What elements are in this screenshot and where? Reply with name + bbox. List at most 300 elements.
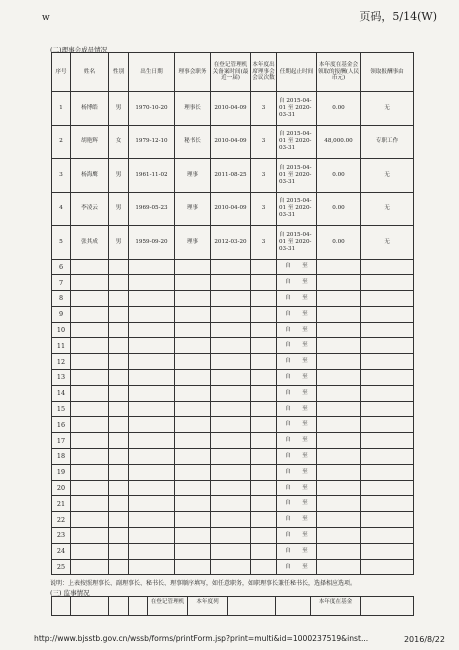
cell-empty — [361, 385, 414, 401]
cell-empty — [211, 338, 251, 354]
cell-empty — [175, 401, 211, 417]
cell-seq: 15 — [52, 401, 71, 417]
cell-gender: 男 — [109, 226, 129, 260]
cell-seq: 8 — [52, 291, 71, 307]
cell-empty — [175, 464, 211, 480]
table-row — [52, 449, 414, 465]
cell-salary: 0.00 — [317, 159, 361, 193]
cell-term: 自 至 — [277, 417, 317, 433]
cell-empty — [71, 433, 109, 449]
term-line: 自 2015-04- — [279, 231, 312, 238]
cell-empty — [251, 259, 277, 275]
cell-empty — [175, 512, 211, 528]
cell-empty — [129, 496, 175, 512]
cell-empty — [175, 528, 211, 544]
cell-term — [277, 125, 317, 159]
cell-reason: 专职工作 — [361, 125, 414, 159]
cell-empty — [211, 480, 251, 496]
cell-empty — [361, 528, 414, 544]
cell-position: 理事长 — [175, 92, 211, 126]
cell-empty — [361, 512, 414, 528]
table-row — [52, 512, 414, 528]
cell-term: 自 至 — [277, 354, 317, 370]
cell-empty — [109, 322, 129, 338]
cell-seq: 23 — [52, 528, 71, 544]
cell-term — [277, 226, 317, 260]
cell-empty — [317, 528, 361, 544]
cell-empty — [175, 275, 211, 291]
cell-seq: 21 — [52, 496, 71, 512]
cell-empty — [71, 338, 109, 354]
term-line: 03-31 — [279, 212, 296, 219]
table-row — [52, 401, 414, 417]
table-row — [52, 496, 414, 512]
cell-empty — [129, 543, 175, 559]
cell-position: 秘书长 — [175, 125, 211, 159]
term-line: 03-31 — [279, 145, 296, 152]
cell-empty — [129, 401, 175, 417]
col-header-gender: 性别 — [109, 53, 129, 92]
cell-empty — [251, 417, 277, 433]
cell-empty — [129, 306, 175, 322]
cell-empty — [109, 417, 129, 433]
term-line: 03-31 — [279, 245, 296, 252]
cell-seq: 17 — [52, 433, 71, 449]
table-row — [52, 385, 414, 401]
cell-term: 自 至 — [277, 559, 317, 575]
cell-birth: 1970-10-20 — [129, 92, 175, 126]
cell-position: 理事 — [175, 226, 211, 260]
cell-empty — [317, 480, 361, 496]
cell-empty — [251, 354, 277, 370]
cell-empty — [109, 543, 129, 559]
cell-seq: 12 — [52, 354, 71, 370]
cell-empty — [175, 433, 211, 449]
term-line: 03-31 — [279, 111, 296, 118]
cell-empty — [251, 496, 277, 512]
cell-empty — [129, 449, 175, 465]
cell-empty — [361, 370, 414, 386]
cell-term: 自 至 — [277, 322, 317, 338]
cell-empty — [361, 354, 414, 370]
cell-empty — [251, 512, 277, 528]
cell-empty — [251, 480, 277, 496]
cell-empty — [361, 464, 414, 480]
cell-seq: 2 — [52, 125, 71, 159]
cell-empty — [361, 322, 414, 338]
cell-empty — [71, 401, 109, 417]
cell-empty — [317, 322, 361, 338]
cell-empty — [317, 559, 361, 575]
table-row — [52, 306, 414, 322]
supervisors-header-row — [52, 597, 414, 616]
cell-position: 理事 — [175, 192, 211, 226]
page-number: 页码，5/14(W) — [359, 10, 437, 23]
cell-empty — [109, 496, 129, 512]
cell-empty — [175, 559, 211, 575]
cell-empty — [211, 291, 251, 307]
cell-empty — [251, 306, 277, 322]
cell-seq: 4 — [52, 192, 71, 226]
cell-empty — [109, 559, 129, 575]
cell-term: 自 至 — [277, 291, 317, 307]
cell-empty — [175, 291, 211, 307]
col-header-seq: 序号 — [52, 53, 71, 92]
cell-empty — [211, 433, 251, 449]
col-header-filing: 在登记管理机关备案时间(最近一届) — [211, 53, 251, 92]
footer-date: 2016/8/22 — [403, 635, 445, 644]
cell-empty — [361, 417, 414, 433]
cell-empty — [361, 496, 414, 512]
cell-empty — [109, 370, 129, 386]
cell-empty — [317, 543, 361, 559]
cell-empty — [175, 259, 211, 275]
cell-birth: 1959-09-20 — [129, 226, 175, 260]
cell-term: 自 至 — [277, 401, 317, 417]
cell-filing: 2010-04-09 — [211, 192, 251, 226]
table-row — [52, 417, 414, 433]
cell-gender: 女 — [109, 125, 129, 159]
cell-empty — [211, 496, 251, 512]
cell-empty — [211, 370, 251, 386]
cell-empty — [251, 370, 277, 386]
col-header-meetings: 本年度出席理事会会议次数 — [251, 53, 277, 92]
cell-term: 自 至 — [277, 512, 317, 528]
cell-empty — [317, 464, 361, 480]
cell-empty — [361, 306, 414, 322]
cell-seq: 22 — [52, 512, 71, 528]
cell-empty — [361, 338, 414, 354]
cell-empty — [71, 449, 109, 465]
cell-term: 自 至 — [277, 433, 317, 449]
cell-seq: 14 — [52, 385, 71, 401]
section-title-board: (二)理事会成员情况 — [50, 46, 108, 54]
table-row — [52, 338, 414, 354]
table-row — [52, 480, 414, 496]
term-line: 自 2015-04- — [279, 97, 312, 104]
cell-term: 自 至 — [277, 464, 317, 480]
cell-empty — [129, 259, 175, 275]
cell-empty — [129, 480, 175, 496]
cell-empty — [361, 291, 414, 307]
cell-meetings: 3 — [251, 125, 277, 159]
cell-empty — [109, 385, 129, 401]
cell-term: 自 至 — [277, 543, 317, 559]
cell-empty — [361, 259, 414, 275]
cell-empty — [129, 370, 175, 386]
cell-empty — [251, 433, 277, 449]
cell-empty — [317, 275, 361, 291]
cell-empty — [71, 543, 109, 559]
cell-empty — [251, 338, 277, 354]
cell-empty — [251, 322, 277, 338]
cell-term: 自 至 — [277, 528, 317, 544]
cell-empty — [175, 370, 211, 386]
header-mark: w — [42, 13, 50, 23]
cell-empty — [361, 543, 414, 559]
cell-gender: 男 — [109, 159, 129, 193]
cell-empty — [175, 385, 211, 401]
cell-empty — [175, 306, 211, 322]
cell-meetings: 3 — [251, 192, 277, 226]
cell-empty — [71, 417, 109, 433]
cell-empty — [317, 433, 361, 449]
cell-empty — [211, 259, 251, 275]
cell-empty — [71, 528, 109, 544]
cell-name: 杨海鹰 — [71, 159, 109, 193]
cell-term: 自 至 — [277, 496, 317, 512]
cell-filing: 2012-03-20 — [211, 226, 251, 260]
cell-empty — [317, 354, 361, 370]
table-row — [52, 192, 414, 226]
col-header-salary: 本年度在基金会领取的报酬(人民币元) — [317, 53, 361, 92]
cell-seq: 3 — [52, 159, 71, 193]
col-header-term: 任期起止时间 — [277, 53, 317, 92]
cell-seq: 20 — [52, 480, 71, 496]
cell-gender: 男 — [109, 92, 129, 126]
cell-name: 张其成 — [71, 226, 109, 260]
cell-seq: 11 — [52, 338, 71, 354]
sup-col-salary: 本年度在基金 — [311, 597, 361, 616]
cell-empty — [317, 417, 361, 433]
cell-seq: 19 — [52, 464, 71, 480]
term-line: 01 至 2020- — [279, 138, 312, 145]
cell-empty — [71, 370, 109, 386]
cell-birth: 1961-11-02 — [129, 159, 175, 193]
cell-seq: 5 — [52, 226, 71, 260]
cell-filing: 2011-08-25 — [211, 159, 251, 193]
cell-empty — [211, 354, 251, 370]
cell-empty — [251, 401, 277, 417]
cell-meetings: 3 — [251, 92, 277, 126]
cell-reason: 无 — [361, 192, 414, 226]
cell-empty — [361, 275, 414, 291]
table-row — [52, 322, 414, 338]
table-row — [52, 543, 414, 559]
cell-empty — [71, 480, 109, 496]
cell-term: 自 至 — [277, 385, 317, 401]
table-row — [52, 92, 414, 126]
cell-empty — [129, 291, 175, 307]
cell-empty — [317, 496, 361, 512]
cell-term: 自 至 — [277, 275, 317, 291]
cell-empty — [109, 338, 129, 354]
cell-gender: 男 — [109, 192, 129, 226]
cell-empty — [211, 559, 251, 575]
table-row — [52, 275, 414, 291]
footer-url: http://www.bjsstb.gov.cn/wssb/forms/printForm.jsp?print=multi&id=1000237519&inst... — [34, 634, 369, 643]
col-header-name: 姓名 — [71, 53, 109, 92]
cell-empty — [109, 512, 129, 528]
table-row — [52, 528, 414, 544]
table-row — [52, 464, 414, 480]
cell-empty — [109, 259, 129, 275]
cell-seq: 16 — [52, 417, 71, 433]
cell-empty — [71, 259, 109, 275]
cell-empty — [109, 275, 129, 291]
sup-col-meetings: 本年度列 — [188, 597, 228, 616]
cell-term: 自 至 — [277, 480, 317, 496]
cell-empty — [71, 512, 109, 528]
cell-empty — [129, 322, 175, 338]
cell-empty — [211, 401, 251, 417]
cell-empty — [129, 385, 175, 401]
cell-name: 胡艳辉 — [71, 125, 109, 159]
table-row — [52, 125, 414, 159]
cell-empty — [317, 370, 361, 386]
cell-name: 李凌云 — [71, 192, 109, 226]
cell-empty — [361, 401, 414, 417]
cell-meetings: 3 — [251, 226, 277, 260]
cell-term: 自 至 — [277, 259, 317, 275]
cell-empty — [251, 275, 277, 291]
cell-empty — [175, 322, 211, 338]
cell-salary: 0.00 — [317, 92, 361, 126]
cell-empty — [211, 449, 251, 465]
cell-empty — [211, 543, 251, 559]
cell-empty — [71, 275, 109, 291]
cell-empty — [109, 401, 129, 417]
col-header-birth: 出生日期 — [129, 53, 175, 92]
term-line: 01 至 2020- — [279, 171, 312, 178]
cell-empty — [251, 543, 277, 559]
cell-empty — [251, 559, 277, 575]
table-row — [52, 259, 414, 275]
cell-empty — [317, 306, 361, 322]
table-header-row — [52, 53, 414, 92]
cell-seq: 7 — [52, 275, 71, 291]
cell-empty — [317, 259, 361, 275]
cell-empty — [251, 528, 277, 544]
cell-empty — [211, 306, 251, 322]
term-line: 03-31 — [279, 178, 296, 185]
cell-name: 杨博皓 — [71, 92, 109, 126]
table-row — [52, 226, 414, 260]
term-line: 自 2015-04- — [279, 131, 312, 138]
cell-seq: 10 — [52, 322, 71, 338]
table-row — [52, 370, 414, 386]
cell-empty — [251, 464, 277, 480]
cell-empty — [71, 464, 109, 480]
cell-seq: 18 — [52, 449, 71, 465]
table-row — [52, 159, 414, 193]
cell-empty — [175, 338, 211, 354]
cell-birth: 1969-05-23 — [129, 192, 175, 226]
term-line: 01 至 2020- — [279, 238, 312, 245]
cell-term: 自 至 — [277, 306, 317, 322]
cell-filing: 2010-04-09 — [211, 92, 251, 126]
cell-empty — [175, 543, 211, 559]
cell-empty — [175, 480, 211, 496]
cell-empty — [317, 385, 361, 401]
cell-empty — [211, 417, 251, 433]
cell-empty — [211, 385, 251, 401]
cell-empty — [71, 496, 109, 512]
cell-seq: 24 — [52, 543, 71, 559]
cell-filing: 2010-04-09 — [211, 125, 251, 159]
cell-empty — [109, 291, 129, 307]
cell-empty — [175, 496, 211, 512]
cell-empty — [175, 449, 211, 465]
cell-term — [277, 192, 317, 226]
table-note: 说明：上表按照理事长、副理事长、秘书长、理事顺序填写，如任意职务，如职理事长兼任秘书长，选择相应选项。 — [50, 580, 357, 587]
cell-empty — [129, 464, 175, 480]
cell-empty — [71, 306, 109, 322]
cell-seq: 6 — [52, 259, 71, 275]
cell-empty — [211, 512, 251, 528]
cell-seq: 9 — [52, 306, 71, 322]
term-line: 自 2015-04- — [279, 198, 312, 205]
cell-empty — [317, 512, 361, 528]
cell-empty — [71, 385, 109, 401]
cell-empty — [317, 291, 361, 307]
cell-salary: 0.00 — [317, 192, 361, 226]
cell-empty — [129, 338, 175, 354]
cell-empty — [71, 291, 109, 307]
cell-empty — [361, 480, 414, 496]
cell-empty — [109, 354, 129, 370]
board-members-table — [51, 52, 414, 575]
cell-seq: 1 — [52, 92, 71, 126]
cell-position: 理事 — [175, 159, 211, 193]
cell-term — [277, 92, 317, 126]
cell-empty — [109, 480, 129, 496]
cell-seq: 25 — [52, 559, 71, 575]
cell-seq: 13 — [52, 370, 71, 386]
cell-empty — [109, 433, 129, 449]
cell-empty — [361, 559, 414, 575]
cell-empty — [129, 528, 175, 544]
cell-empty — [317, 338, 361, 354]
cell-empty — [251, 449, 277, 465]
table-row — [52, 559, 414, 575]
cell-empty — [129, 417, 175, 433]
cell-empty — [175, 417, 211, 433]
cell-salary: 48,000.00 — [317, 125, 361, 159]
cell-empty — [317, 401, 361, 417]
term-line: 01 至 2020- — [279, 205, 312, 212]
cell-empty — [129, 433, 175, 449]
cell-empty — [109, 449, 129, 465]
table-row — [52, 433, 414, 449]
cell-empty — [71, 559, 109, 575]
cell-reason: 无 — [361, 159, 414, 193]
cell-reason: 无 — [361, 92, 414, 126]
cell-empty — [109, 528, 129, 544]
cell-empty — [71, 354, 109, 370]
cell-salary: 0.00 — [317, 226, 361, 260]
cell-birth: 1979-12-10 — [129, 125, 175, 159]
section-title-supervisors: (三) 监事情况 — [50, 589, 90, 597]
cell-meetings: 3 — [251, 159, 277, 193]
cell-reason: 无 — [361, 226, 414, 260]
term-line: 01 至 2020- — [279, 104, 312, 111]
term-line: 自 2015-04- — [279, 164, 312, 171]
cell-term — [277, 159, 317, 193]
cell-empty — [211, 464, 251, 480]
cell-empty — [361, 449, 414, 465]
cell-empty — [361, 433, 414, 449]
table-row — [52, 291, 414, 307]
cell-empty — [71, 322, 109, 338]
supervisors-table — [51, 596, 414, 616]
cell-term: 自 至 — [277, 338, 317, 354]
cell-empty — [129, 354, 175, 370]
cell-empty — [109, 306, 129, 322]
col-header-position: 理事会职务 — [175, 53, 211, 92]
sup-col-filing: 在登记管理机 — [148, 597, 188, 616]
cell-empty — [211, 322, 251, 338]
